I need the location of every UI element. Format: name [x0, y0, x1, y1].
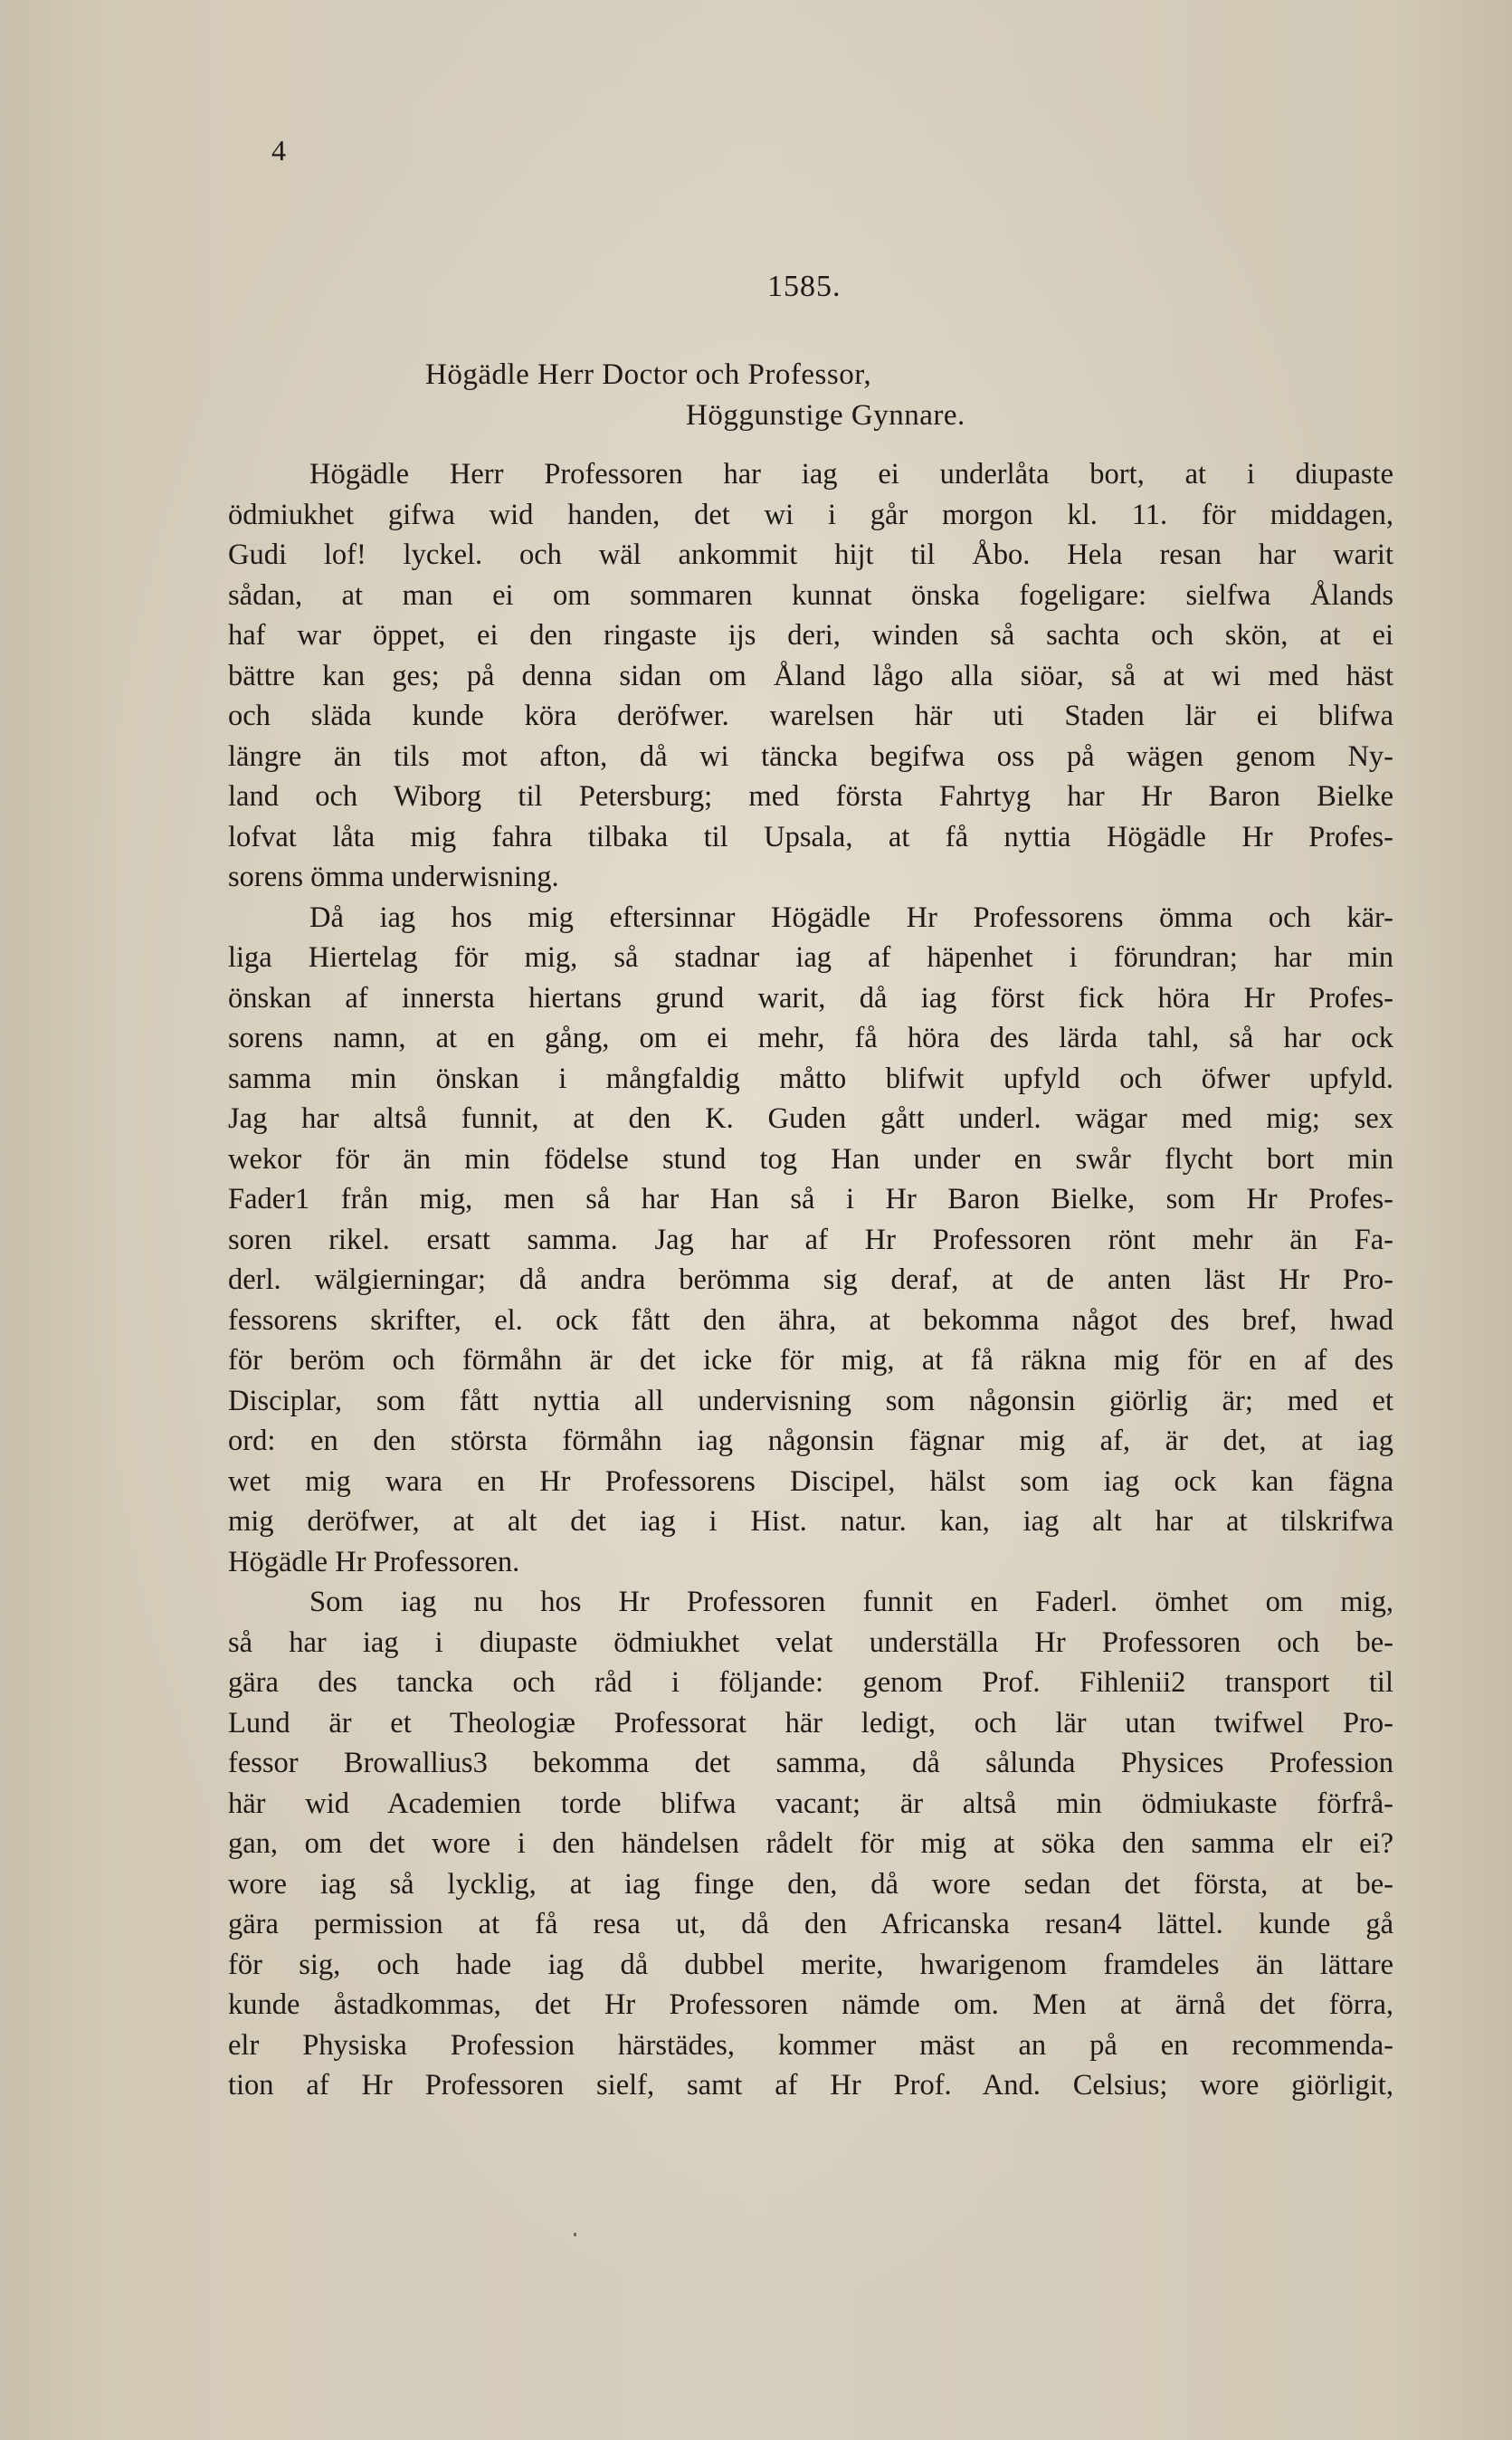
body-line: haf war öppet, ei den ringaste ijs deri, winden så sachta och skön, at ei	[228, 619, 1393, 652]
body-line: Gudi lof! lyckel. och wäl ankommit hijt til Åbo. Hela resan har warit	[228, 539, 1393, 571]
body-line: ödmiukhet gifwa wid handen, det wi i går morgon kl. 11. för middagen,	[228, 498, 1393, 531]
body-line: bättre kan ges; på denna sidan om Åland lågo alla siöar, så at wi med häst	[228, 659, 1393, 692]
body-line: soren rikel. ersatt samma. Jag har af Hr Professoren rönt mehr än Fa-	[228, 1223, 1393, 1256]
body-line: sorens ömma underwisning.	[228, 861, 559, 893]
body-line: önskan af innersta hiertans grund warit, då iag först fick höra Hr Profes-	[228, 981, 1393, 1015]
body-line: lofvat låta mig fahra tilbaka til Upsala, at få nyttia Högädle Hr Profes-	[228, 820, 1393, 853]
body-line: här wid Academien torde blifwa vacant; är altså min ödmiukaste förfrå-	[228, 1787, 1393, 1820]
body-line: sorens namn, at en gång, om ei mehr, få höra des lärda tahl, så har ock	[228, 1022, 1393, 1054]
body-line: gan, om det wore i den händelsen rådelt för mig at söka den samma elr ei?	[228, 1827, 1393, 1860]
body-line: Fader1 från mig, men så har Han så i Hr Baron Bielke, som Hr Profes-	[228, 1183, 1393, 1215]
body-line: gära des tancka och råd i följande: genom Prof. Fihlenii2 transport til	[228, 1666, 1393, 1699]
body-line: och släda kunde köra deröfwer. warelsen här uti Staden lär ei blifwa	[228, 700, 1393, 732]
body-line: Då iag hos mig eftersinnar Högädle Hr Professorens ömma och kär-	[309, 901, 1393, 934]
body-line: sådan, at man ei om sommaren kunnat önska fogeligare: sielfwa Ålands	[228, 578, 1393, 612]
body-line: ord: en den största förmåhn iag någonsin fägnar mig af, är det, at iag	[228, 1425, 1393, 1457]
body-line: liga Hiertelag för mig, så stadnar iag af häpenhet i förundran; har min	[228, 941, 1393, 974]
body-line: gära permission at få resa ut, då den Africanska resan4 lättel. kunde gå	[228, 1908, 1393, 1940]
body-line: wet mig wara en Hr Professorens Discipel, hälst som iag ock kan fägna	[228, 1464, 1393, 1498]
paper-speck	[574, 2233, 576, 2236]
letter-year-heading: 1585.	[767, 270, 842, 303]
body-line: fessor Browallius3 bekomma det samma, då sålunda Physices Profession	[228, 1747, 1393, 1779]
body-line: Disciplar, som fått nyttia all undervisning som någonsin giörlig är; med et	[228, 1384, 1393, 1417]
body-line: Högädle Hr Professoren.	[228, 1545, 520, 1578]
body-line: wore iag så lycklig, at iag finge den, då wore sedan det första, at be-	[228, 1867, 1393, 1901]
body-line: Lund är et Theologiæ Professorat här ledigt, och lär utan twifwel Pro-	[228, 1706, 1393, 1739]
body-line: mig deröfwer, at alt det iag i Hist. natur. kan, iag alt har at tilskrifwa	[228, 1505, 1393, 1538]
body-line: tion af Hr Professoren sielf, samt af Hr Prof. And. Celsius; wore giörligit,	[228, 2069, 1393, 2102]
salutation-line-2: Höggunstige Gynnare.	[686, 399, 965, 432]
body-line: längre än tils mot afton, då wi täncka begifwa oss på wägen genom Ny-	[228, 739, 1393, 773]
body-line: wekor för än min födelse stund tog Han under en swår flycht bort min	[228, 1142, 1393, 1176]
body-line: elr Physiska Profession härstädes, kommer mäst an på en recommenda-	[228, 2028, 1393, 2062]
body-line: samma min önskan i mångfaldig måtto blifwit upfyld och öfwer upfyld.	[228, 1062, 1393, 1095]
salutation-line-1: Högädle Herr Doctor och Professor,	[425, 358, 872, 391]
letter-body	[228, 454, 1393, 2106]
body-line: Högädle Herr Professoren har iag ei underlåta bort, at i diupaste	[309, 458, 1393, 491]
body-line: Jag har altså funnit, at den K. Guden gått underl. wägar med mig; sex	[228, 1102, 1393, 1135]
body-line: derl. wälgierningar; då andra berömma sig deraf, at de anten läst Hr Pro-	[228, 1263, 1393, 1296]
body-line: fessorens skrifter, el. ock fått den ähra, at bekomma något des bref, hwad	[228, 1303, 1393, 1337]
body-line: land och Wiborg til Petersburg; med första Fahrtyg har Hr Baron Bielke	[228, 780, 1393, 813]
body-line: kunde åstadkommas, det Hr Professoren nämde om. Men at ärnå det förra,	[228, 1988, 1393, 2021]
body-line: för sig, och hade iag då dubbel merite, hwarigenom framdeles än lättare	[228, 1948, 1393, 1981]
page-number: 4	[271, 134, 286, 167]
body-line: så har iag i diupaste ödmiukhet velat underställa Hr Professoren och be-	[228, 1625, 1393, 1659]
body-line: för beröm och förmåhn är det icke för mig, at få räkna mig för en af des	[228, 1344, 1393, 1377]
body-line: Som iag nu hos Hr Professoren funnit en Faderl. ömhet om mig,	[309, 1586, 1393, 1618]
